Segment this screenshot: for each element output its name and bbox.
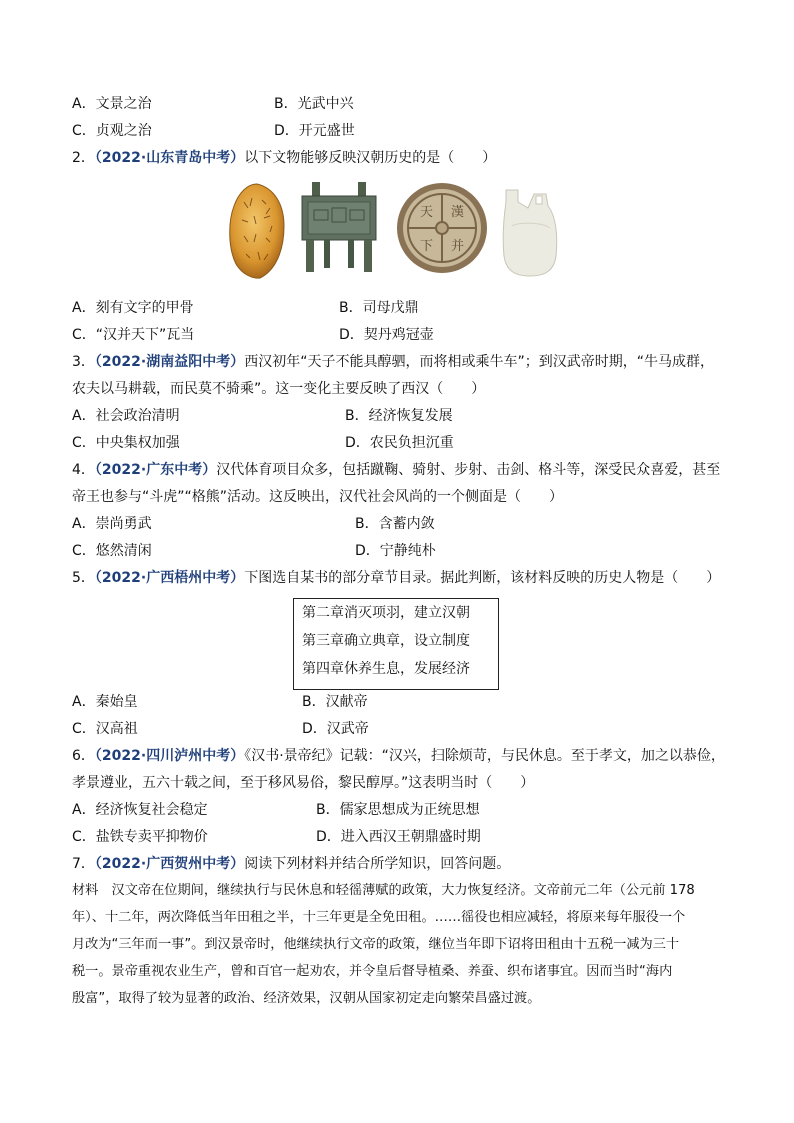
q3-option-a[interactable]: A．社会政治清明 xyxy=(72,408,180,424)
q5-option-b[interactable]: B．汉献帝 xyxy=(302,694,368,710)
q3-stem-line1: 3．（2022·湖南益阳中考）西汉初年“天子不能具醇驷，而将相或乘牛车”；到汉武帝时期，“牛马成群， xyxy=(72,354,714,370)
cockscomb-pot-image xyxy=(498,186,562,278)
q2-option-b[interactable]: B．司母戊鼎 xyxy=(339,300,419,316)
q5-table-of-contents xyxy=(293,598,499,690)
q6-stem-line1: 6．（2022·四川泸州中考）《汉书·景帝纪》记载：“汉兴，扫除烦苛，与民休息。至于孝文，加之以恭俭， xyxy=(72,748,725,764)
tile-end-image xyxy=(396,182,488,274)
q2-option-a[interactable]: A．刻有文字的甲骨 xyxy=(72,300,194,316)
q3-option-d[interactable]: D．农民负担沉重 xyxy=(345,435,454,451)
q1-option-c[interactable]: C．贞观之治 xyxy=(72,123,152,139)
tile-char-4: 下 xyxy=(420,239,434,254)
q4-stem-line2: 帝王也参与“斗虎”“格熊”活动。这反映出，汉代社会风尚的一个侧面是（ ） xyxy=(72,489,564,505)
q7-stem: 7．（2022·广西贺州中考）阅读下列材料并结合所学知识，回答问题。 xyxy=(72,856,511,872)
q3-option-c[interactable]: C．中央集权加强 xyxy=(72,435,180,451)
q7-material-line: 材料 汉文帝在位期间，继续执行与民休息和轻徭薄赋的政策，大力恢复经济。文帝前元二年（公元前 178 xyxy=(72,883,695,898)
q7-material-line: 月改为“三年而一事”。到汉景帝时，他继续执行文帝的政策，继位当年即下诏将田租由十五税一减为三十 xyxy=(72,937,680,952)
q5-stem: 5．（2022·广西梧州中考）下图选自某书的部分章节目录。据此判断，该材料反映的历史人物是（ ） xyxy=(72,570,721,586)
toc-item: 第三章确立典章，设立制度 xyxy=(302,633,470,649)
ding-vessel-image xyxy=(298,180,380,276)
q7-material-line: 殷富”，取得了较为显著的政治、经济效果，汉朝从国家初定走向繁荣昌盛过渡。 xyxy=(72,991,541,1006)
tile-char-1: 漢 xyxy=(451,205,465,220)
q4-option-a[interactable]: A．崇尚勇武 xyxy=(72,516,152,532)
toc-item: 第四章休养生息，发展经济 xyxy=(302,661,470,677)
q5-option-c[interactable]: C．汉高祖 xyxy=(72,721,138,737)
q6-option-a[interactable]: A．经济恢复社会稳定 xyxy=(72,802,208,818)
q4-option-d[interactable]: D．宁静纯朴 xyxy=(355,543,436,559)
q6-stem-line2: 孝景遵业，五六十载之间，至于移风易俗，黎民醇厚。”这表明当时（ ） xyxy=(72,775,535,791)
q3-stem-line2: 农夫以马耕载，而民莫不骑乘”。这一变化主要反映了西汉（ ） xyxy=(72,381,486,397)
q2-stem: 2．（2022·山东青岛中考）以下文物能够反映汉朝历史的是（ ） xyxy=(72,150,497,166)
q4-option-c[interactable]: C．悠然清闲 xyxy=(72,543,152,559)
q3-option-b[interactable]: B．经济恢复发展 xyxy=(345,408,453,424)
q2-option-d[interactable]: D．契丹鸡冠壶 xyxy=(339,327,434,343)
q6-option-b[interactable]: B．儒家思想成为正统思想 xyxy=(316,802,480,818)
q7-material-line: 年）、十二年，两次降低当年田租之半，十三年更是全免田租。……徭役也相应减轻，将原来每年服役一个 xyxy=(72,910,686,925)
q1-option-d[interactable]: D．开元盛世 xyxy=(274,123,355,139)
q7-material-line: 税一。景帝重视农业生产，曾和百官一起劝农，并令皇后督导植桑、养蚕、织布诸事宜。因而当时“海内 xyxy=(72,964,673,979)
q5-option-d[interactable]: D．汉武帝 xyxy=(302,721,369,737)
tile-char-2: 并 xyxy=(451,239,465,254)
toc-item: 第二章消灭项羽，建立汉朝 xyxy=(302,605,470,621)
tile-char-3: 天 xyxy=(420,205,434,220)
q6-option-c[interactable]: C．盐铁专卖平抑物价 xyxy=(72,829,208,845)
q2-option-c[interactable]: C．“汉并天下”瓦当 xyxy=(72,327,195,343)
q6-option-d[interactable]: D．进入西汉王朝鼎盛时期 xyxy=(316,829,481,845)
q4-stem-line1: 4．（2022·广东中考）汉代体育项目众多，包括蹴鞠、骑射、步射、击剑、格斗等，深受民众喜爱，甚至 xyxy=(72,462,721,478)
q5-option-a[interactable]: A．秦始皇 xyxy=(72,694,138,710)
q1-option-a[interactable]: A．文景之治 xyxy=(72,96,152,112)
oracle-bone-image xyxy=(226,182,288,280)
q4-option-b[interactable]: B．含蓄内敛 xyxy=(355,516,435,532)
q1-option-b[interactable]: B．光武中兴 xyxy=(274,96,354,112)
